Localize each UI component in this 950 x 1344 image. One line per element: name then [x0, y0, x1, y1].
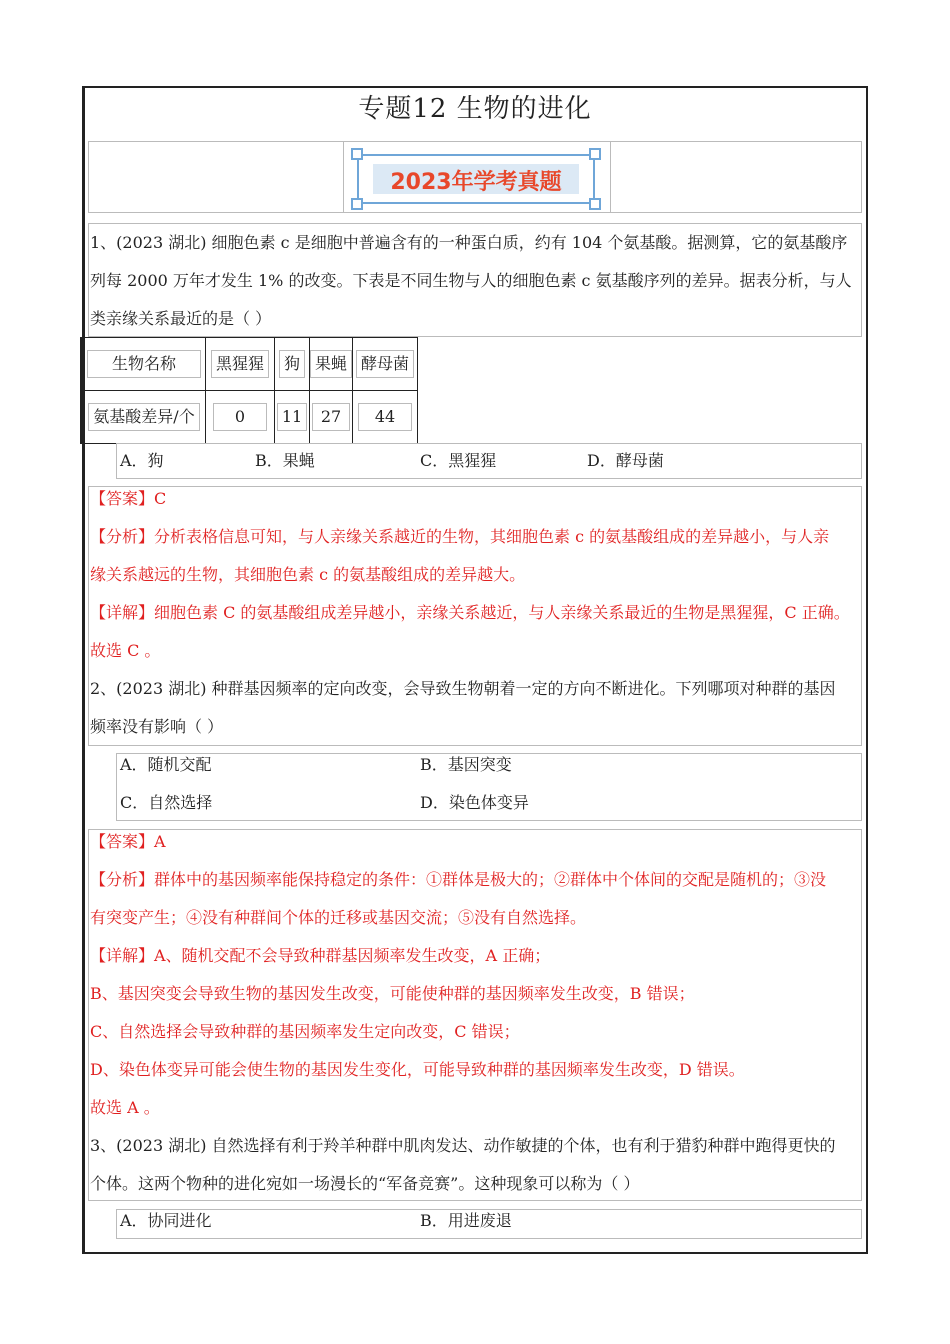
table-header: 酵母菌	[356, 350, 414, 378]
option-d[interactable]: D．酵母菌	[587, 451, 664, 470]
detail-line: B、基因突变会导致生物的基因发生改变，可能使种群的基因频率发生改变，B 错误；	[90, 984, 695, 1003]
detail-line: 故选 C 。	[90, 641, 161, 660]
table-row	[82, 391, 418, 444]
question-line: 1、(2023 湖北) 细胞色素 c 是细胞中普遍含有的一种蛋白质，约有 104 个氨基酸。据测算，它的氨基酸序	[90, 233, 848, 252]
option-c[interactable]: C．自然选择	[120, 793, 213, 812]
detail-line: C、自然选择会导致种群的基因频率发生定向改变，C 错误；	[90, 1022, 520, 1041]
amino-acid-table	[80, 337, 418, 444]
table-header: 生物名称	[87, 350, 201, 378]
analysis-line: 【分析】群体中的基因频率能保持稳定的条件：①群体是极大的；②群体中个体间的交配是随机的；③没	[90, 870, 827, 889]
page-title: 专题12 生物的进化	[358, 94, 592, 124]
table-cell: 0	[213, 403, 267, 431]
question-line: 3、(2023 湖北) 自然选择有利于羚羊种群中肌肉发达、动作敏捷的个体，也有利于猎豹种群中跑得更快的	[90, 1136, 836, 1155]
detail-line: 【详解】细胞色素 C 的氨基酸组成差异越小，亲缘关系越近，与人亲缘关系最近的生物是黑猩猩，C 正确。	[90, 603, 850, 622]
table-header: 黑猩猩	[211, 350, 269, 378]
option-b[interactable]: B．用进废退	[420, 1211, 512, 1230]
question-line: 类亲缘关系最近的是（ ）	[90, 309, 272, 328]
analysis-line: 缘关系越远的生物，其细胞色素 c 的氨基酸组成的差异越大。	[90, 565, 526, 584]
question-line: 列每 2000 万年才发生 1% 的改变。下表是不同生物与人的细胞色素 c 氨基酸序列的差异。据表分析，与人	[90, 271, 852, 290]
option-a[interactable]: A．协同进化	[120, 1211, 212, 1230]
table-header: 狗	[279, 350, 305, 378]
detail-line: D、染色体变异可能会使生物的基因发生变化，可能导致种群的基因频率发生改变，D 错误。	[90, 1060, 745, 1079]
option-a[interactable]: A．随机交配	[120, 755, 212, 774]
analysis-line: 有突变产生；④没有种群间个体的迁移或基因交流；⑤没有自然选择。	[90, 908, 587, 927]
option-c[interactable]: C．黑猩猩	[420, 451, 497, 470]
table-cell: 11	[277, 403, 307, 431]
detail-line: 【详解】A、随机交配不会导致种群基因频率发生改变，A 正确；	[90, 946, 551, 965]
banner-corner-icon	[589, 148, 601, 160]
answer-label: 【答案】C	[90, 489, 167, 508]
analysis-line: 【分析】分析表格信息可知，与人亲缘关系越近的生物，其细胞色素 c 的氨基酸组成的差异越小，与人亲	[90, 527, 830, 546]
section-banner	[357, 154, 595, 204]
banner-text: 2023年学考真题	[390, 170, 562, 195]
answer-1-block	[90, 480, 862, 670]
answer-label: 【答案】A	[90, 832, 166, 851]
option-b[interactable]: B．果蝇	[255, 451, 315, 470]
table-header: 果蝇	[310, 350, 352, 378]
answer-2-block	[90, 823, 862, 1127]
banner-corner-icon	[589, 198, 601, 210]
question-line: 个体。这两个物种的进化宛如一场漫长的“军备竞赛”。这种现象可以称为（ ）	[90, 1174, 640, 1193]
table-row	[82, 338, 418, 391]
table-row-label: 氨基酸差异/个	[88, 403, 199, 431]
table-cell: 27	[312, 403, 350, 431]
detail-line: 故选 A 。	[90, 1098, 160, 1117]
option-d[interactable]: D．染色体变异	[420, 793, 529, 812]
banner-corner-icon	[351, 148, 363, 160]
option-b[interactable]: B．基因突变	[420, 755, 512, 774]
question-line: 频率没有影响（ ）	[90, 717, 224, 736]
question-line: 2、(2023 湖北) 种群基因频率的定向改变，会导致生物朝着一定的方向不断进化。下列哪项对种群的基因	[90, 679, 836, 698]
question-1-text	[90, 224, 862, 338]
option-a[interactable]: A．狗	[120, 451, 164, 470]
table-cell: 44	[358, 403, 412, 431]
question-2-text	[90, 670, 862, 746]
banner-corner-icon	[351, 198, 363, 210]
question-3-text	[90, 1127, 862, 1203]
